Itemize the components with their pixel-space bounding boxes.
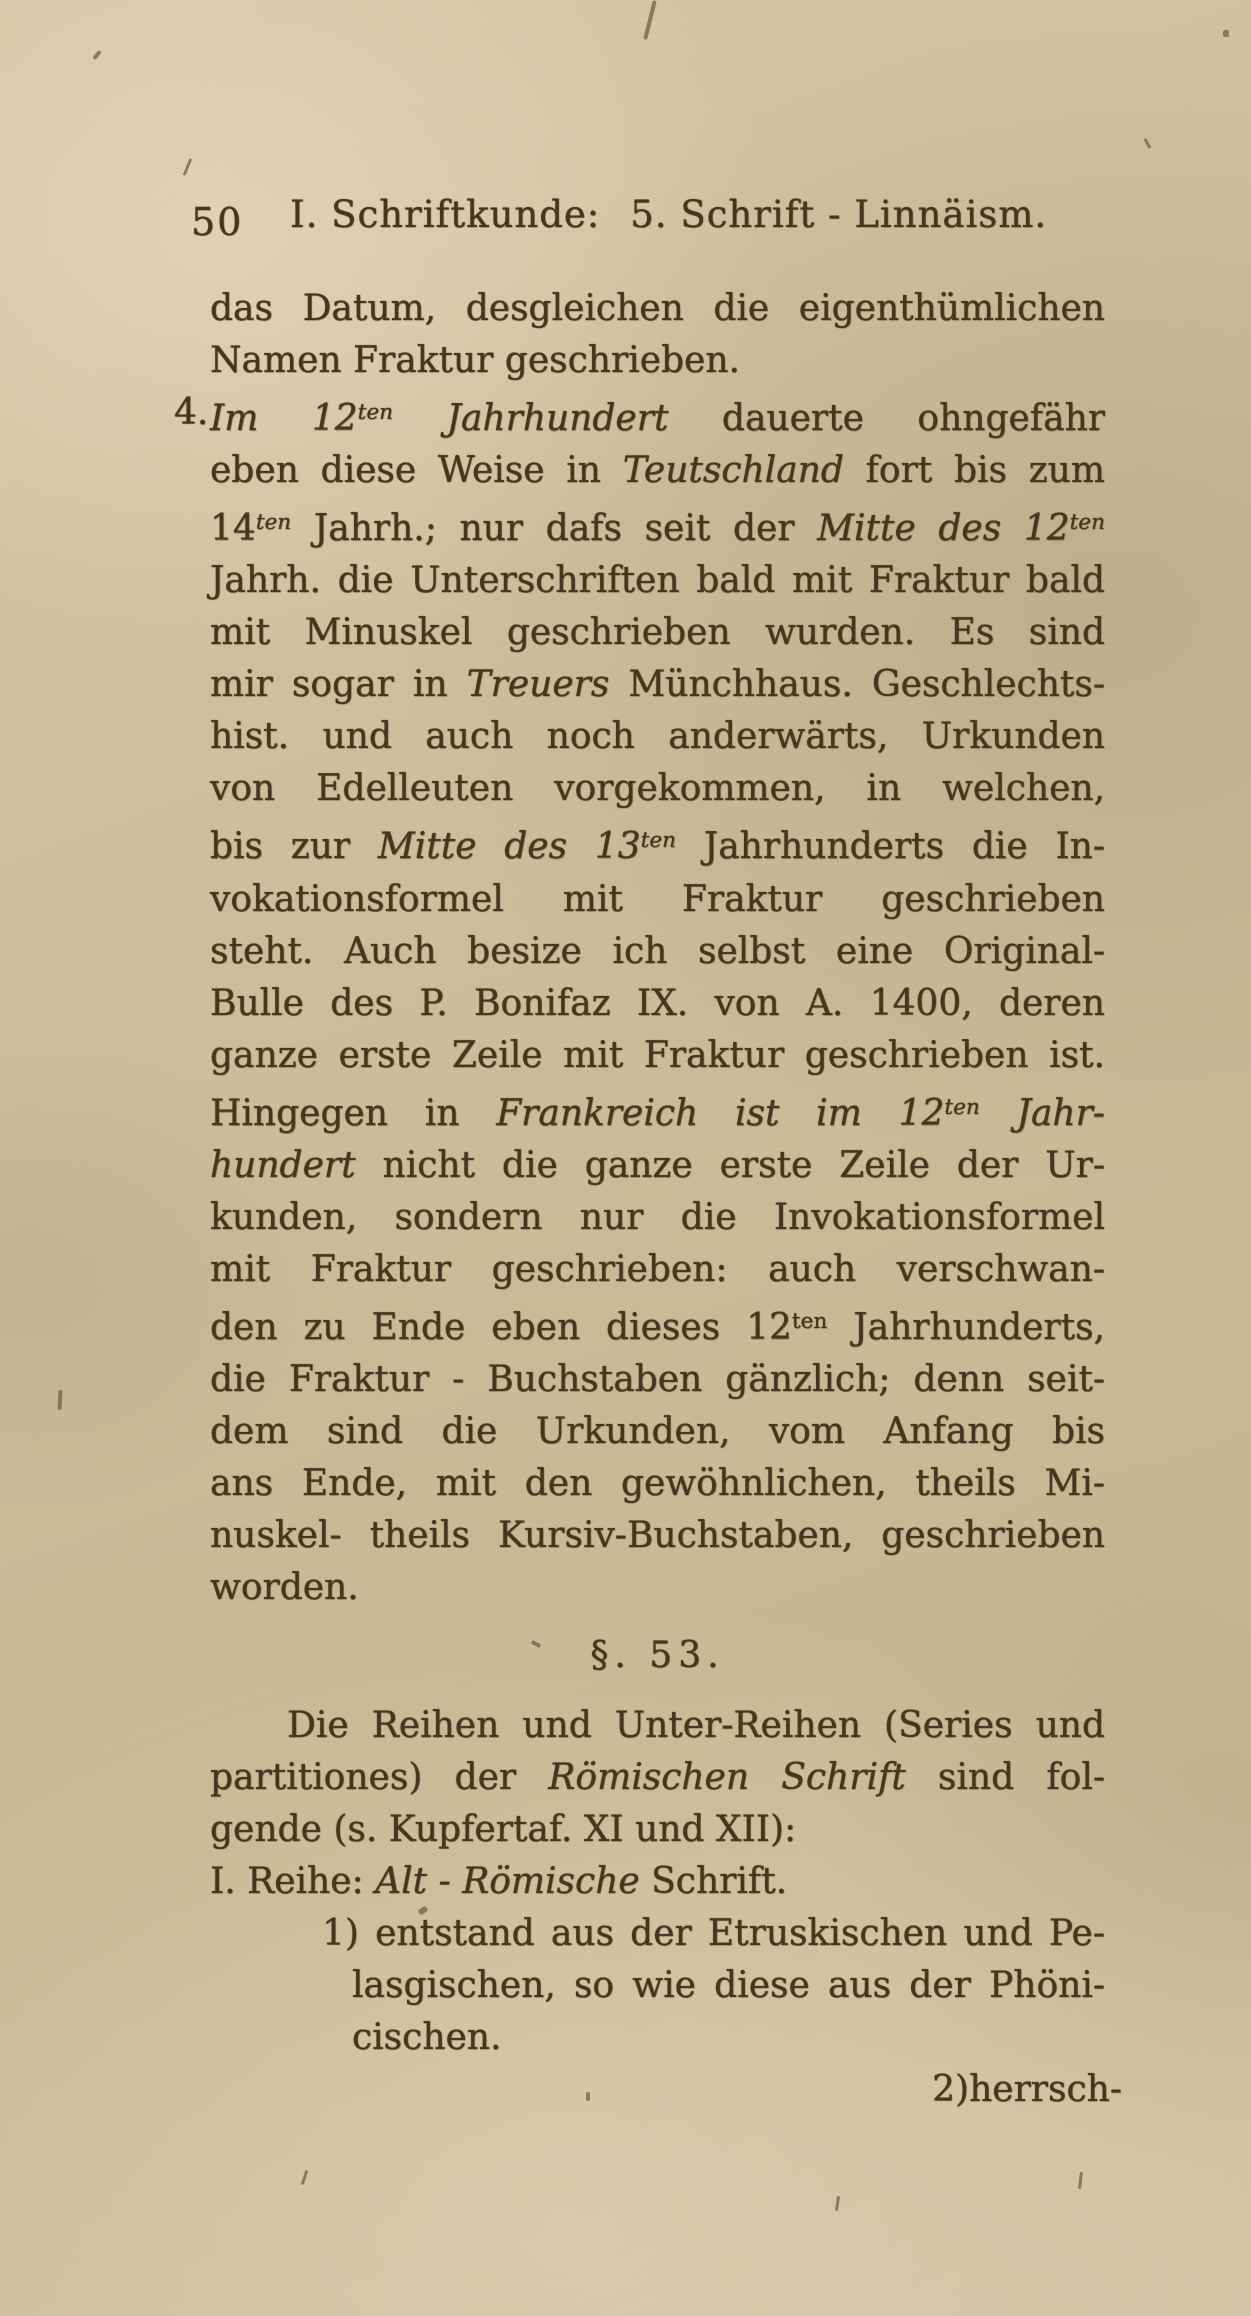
text-line bbox=[210, 497, 1105, 555]
text-segment: Treuers bbox=[466, 664, 610, 706]
text-column bbox=[174, 283, 1122, 2116]
text-segment: Mitte des bbox=[817, 508, 1024, 550]
text-line bbox=[210, 1804, 1105, 1856]
paper-speck bbox=[57, 1390, 62, 1410]
text-line bbox=[210, 1354, 1105, 1406]
paper-speck bbox=[92, 50, 101, 60]
paper-speck bbox=[1144, 138, 1152, 149]
paper-speck bbox=[586, 2092, 590, 2101]
text-segment: I. Reihe: bbox=[210, 1861, 376, 1903]
list-item-number: 4. bbox=[174, 392, 209, 433]
text-segment: kunden, sondern nur die Invokationsformel bbox=[210, 1196, 1105, 1238]
text-line bbox=[210, 1510, 1105, 1562]
text-segment: Jahrhunderts, bbox=[827, 1307, 1105, 1349]
text-segment: hist. und auch noch anderwärts, Urkunden bbox=[210, 716, 1105, 758]
text-line bbox=[210, 763, 1105, 815]
text-line bbox=[210, 1752, 1105, 1804]
text-segment: Römischen Schrift bbox=[548, 1757, 906, 1799]
text-segment: von Edelleuten vorgekommen, in welchen, bbox=[210, 768, 1105, 810]
text-line bbox=[210, 1700, 1105, 1752]
text-line bbox=[210, 607, 1105, 659]
text-line bbox=[210, 711, 1105, 763]
paper-speck bbox=[643, 0, 657, 40]
text-segment: ten bbox=[255, 510, 292, 536]
text-segment: Im bbox=[210, 398, 312, 440]
text-segment: Mitte des bbox=[377, 826, 595, 868]
text-segment: fort bis zum bbox=[843, 450, 1106, 492]
text-segment: Jahrh.; nur dafs seit der bbox=[291, 508, 818, 550]
text-line bbox=[210, 1082, 1105, 1140]
text-line bbox=[210, 335, 1105, 387]
text-line bbox=[210, 555, 1105, 607]
text-line bbox=[174, 387, 1105, 445]
text-segment: ten bbox=[640, 828, 677, 854]
text-segment: 1) entstand aus der Etruskischen und Pe- bbox=[322, 1913, 1105, 1955]
text-segment: nicht die ganze erste Zeile der Ur- bbox=[355, 1144, 1105, 1186]
text-segment: lasgischen, so wie diese aus der Phöni- bbox=[352, 1965, 1105, 2007]
text-segment: mit Minuskel geschrieben wurden. Es sind bbox=[210, 612, 1105, 654]
text-segment: mir sogar in bbox=[210, 664, 467, 706]
text-segment: Schrift. bbox=[639, 1861, 788, 1903]
text-segment: sind fol- bbox=[905, 1757, 1106, 1799]
text-segment: partitiones) der bbox=[210, 1757, 549, 1799]
text-segment: eben diese Weise in bbox=[210, 450, 623, 492]
text-line bbox=[210, 1244, 1105, 1296]
text-segment: Jahrh. die Unterschriften bald mit Fraktur bald bbox=[210, 560, 1105, 602]
text-segment: Teutschland bbox=[622, 450, 844, 492]
text-line bbox=[210, 926, 1105, 978]
text-segment: ten bbox=[944, 1094, 980, 1120]
text-segment: Jahr- bbox=[979, 1092, 1105, 1134]
text-line bbox=[210, 1192, 1105, 1244]
text-segment: Hingegen in bbox=[210, 1092, 497, 1134]
text-line bbox=[210, 1856, 1105, 1908]
text-segment: steht. Auch besize ich selbst eine Original- bbox=[210, 930, 1105, 972]
text-line bbox=[210, 659, 1105, 711]
text-line bbox=[210, 445, 1105, 497]
text-segment: hundert bbox=[210, 1144, 356, 1186]
paper-speck bbox=[835, 2196, 840, 2211]
running-header bbox=[290, 193, 1047, 236]
text-segment: mit Fraktur geschrieben: auch verschwan- bbox=[210, 1248, 1105, 1290]
paragraph-fraktur bbox=[174, 283, 1106, 1614]
text-segment: 14 bbox=[210, 508, 256, 550]
paragraph-roman-script bbox=[210, 1700, 1105, 2064]
text-segment: Bulle des P. Bonifaz IX. von A. 1400, deren bbox=[210, 982, 1105, 1024]
page-number: 50 bbox=[191, 200, 244, 244]
running-header-section: 5. Schrift - Linnäism. bbox=[630, 193, 1048, 236]
text-segment: 12 bbox=[1023, 508, 1070, 550]
text-line bbox=[210, 815, 1105, 873]
text-segment: Alt - Römische bbox=[375, 1861, 640, 1903]
text-line bbox=[210, 283, 1105, 335]
section-heading: §. 53. bbox=[590, 1635, 725, 1677]
text-segment: 12 bbox=[311, 398, 358, 440]
text-line bbox=[210, 874, 1105, 926]
text-segment: das Datum, desgleichen die eigenthümlichen bbox=[210, 288, 1105, 329]
text-segment: Münchhaus. Geschlechts- bbox=[609, 664, 1105, 706]
text-segment: ten bbox=[791, 1308, 828, 1334]
text-segment: den zu Ende eben dieses 12 bbox=[210, 1307, 792, 1349]
text-line bbox=[352, 1960, 1105, 2012]
text-segment: Namen Fraktur geschrieben. bbox=[210, 340, 740, 381]
text-line bbox=[210, 1458, 1105, 1510]
text-line bbox=[210, 1030, 1105, 1082]
text-segment: ten bbox=[1069, 510, 1105, 536]
text-line bbox=[210, 1140, 1105, 1192]
text-segment: cischen. bbox=[352, 2017, 502, 2059]
text-line bbox=[210, 1406, 1105, 1458]
text-segment: vokationsformel mit Fraktur geschrieben bbox=[210, 878, 1105, 920]
paper-speck bbox=[1223, 30, 1229, 37]
text-segment: ans Ende, mit den gewöhnlichen, theils Mi- bbox=[210, 1463, 1105, 1505]
text-line bbox=[210, 1562, 1105, 1614]
text-segment: nuskel- theils Kursiv-Buchstaben, geschrieben bbox=[210, 1515, 1105, 1557]
text-segment: bis zur bbox=[210, 826, 378, 868]
text-segment: gende (s. Kupfertaf. XI und XII): bbox=[210, 1809, 797, 1851]
text-segment: dem sind die Urkunden, vom Anfang bis bbox=[210, 1411, 1105, 1453]
text-segment: Die Reihen und Unter-Reihen (Series und bbox=[287, 1705, 1105, 1747]
text-segment: die Fraktur - Buchstaben gänzlich; denn seit- bbox=[210, 1359, 1105, 1401]
text-segment: worden. bbox=[210, 1567, 359, 1609]
catchword: 2)herrsch- bbox=[932, 2069, 1122, 2111]
text-segment: ten bbox=[357, 400, 394, 425]
text-segment: Jahrhundert bbox=[393, 398, 669, 440]
text-line bbox=[210, 978, 1105, 1030]
paper-speck bbox=[183, 158, 193, 176]
text-segment: Jahrhunderts die In- bbox=[676, 826, 1106, 868]
paper-speck bbox=[301, 2170, 308, 2185]
running-header-chapter: I. Schriftkunde: bbox=[290, 193, 601, 236]
text-segment: dauerte ohngefähr bbox=[668, 398, 1105, 440]
paper-speck bbox=[1078, 2172, 1083, 2189]
text-line bbox=[322, 1908, 1105, 1960]
text-line bbox=[210, 1296, 1105, 1354]
text-segment: Frankreich ist im bbox=[496, 1092, 899, 1134]
text-line bbox=[352, 2012, 1105, 2064]
text-segment: ganze erste Zeile mit Fraktur geschrieben ist. bbox=[210, 1034, 1105, 1076]
text-segment: 13 bbox=[594, 826, 641, 868]
text-segment: 12 bbox=[898, 1092, 945, 1134]
